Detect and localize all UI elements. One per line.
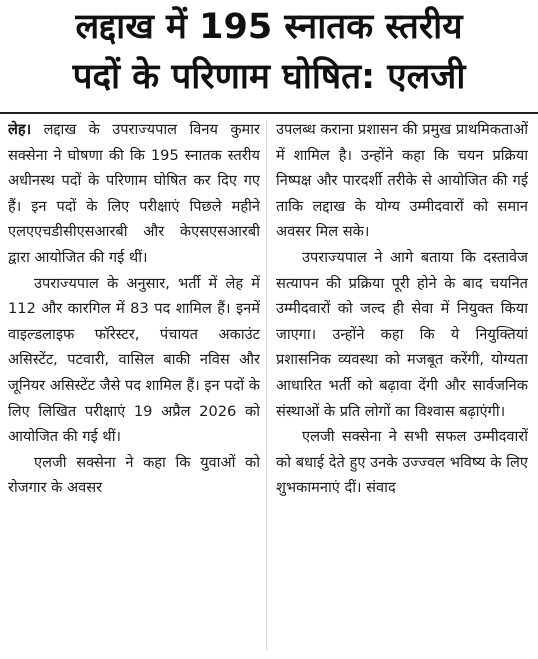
article-column-right bbox=[276, 117, 528, 501]
headline-line-1: लद्दाख में 195 स्नातक स्तरीय bbox=[75, 7, 463, 47]
dateline: लेह। bbox=[8, 121, 32, 138]
paragraph-1 bbox=[8, 117, 260, 271]
paragraph-6: एलजी सक्सेना ने सभी सफल उम्मीदवारों को बधाई देते हुए उनके उज्ज्वल भविष्य के लिए शुभकामनाएं दीं। संवाद bbox=[276, 428, 528, 497]
headline-rule bbox=[0, 112, 538, 114]
headline bbox=[0, 2, 538, 102]
paragraph-3: एलजी सक्सेना ने कहा कि युवाओं को रोजगार के अवसर bbox=[8, 453, 260, 497]
paragraph-5: उपराज्यपाल ने आगे बताया कि दस्तावेज सत्यापन की प्रक्रिया पूरी होने के बाद चयनित उम्मीदवारों को जल्द ही सेवा में नियुक्त किया जाएगा। उन्होंने कहा कि ये नियुक्तियां प्रशासनिक व्यवस्था को मजबूत करेंगी, योग्यता आधारित भर्ती को बढ़ावा देंगी और सार्वजनिक संस्थाओं के प्रति लोगों का विश्वास बढ़ाएंगी। bbox=[276, 248, 528, 420]
paragraph-2: उपराज्यपाल के अनुसार, भर्ती में लेह में 112 और कारगिल में 83 पद शामिल हैं। इनमें वाइल्डलाइफ फॉरेस्टर, पंचायत अकाउंट असिस्टेंट, पटवारी, वासिल बाकी नविस और जूनियर असिस्टेंट जैसे पद शामिल हैं। इन पदों के लिए लिखित परीक्षाएं 19 अप्रैल 2026 को आयोजित की गई थीं। bbox=[8, 274, 260, 446]
headline-line-2: पदों के परिणाम घोषित: एलजी bbox=[72, 57, 466, 97]
column-divider bbox=[266, 120, 267, 650]
paragraph-1-text: लद्दाख के उपराज्यपाल विनय कुमार सक्सेना ने घोषणा की कि 195 स्नातक स्तरीय अधीनस्थ पदों के परिणाम घोषित कर दिए गए हैं। इन पदों के लिए परीक्षाएं पिछले महीने एलएएचडीसीएसआरबी और केएसएसआरबी द्वारा आयोजित की गई थीं। bbox=[8, 121, 260, 266]
paragraph-4: उपलब्ध कराना प्रशासन की प्रमुख प्राथमिकताओं में शामिल है। उन्होंने कहा कि चयन प्रक्रिया निष्पक्ष और पारदर्शी तरीके से आयोजित की गई ताकि लद्दाख के योग्य उम्मीदवारों को समान अवसर मिल सके। bbox=[276, 121, 528, 241]
article-column-left bbox=[8, 117, 260, 501]
